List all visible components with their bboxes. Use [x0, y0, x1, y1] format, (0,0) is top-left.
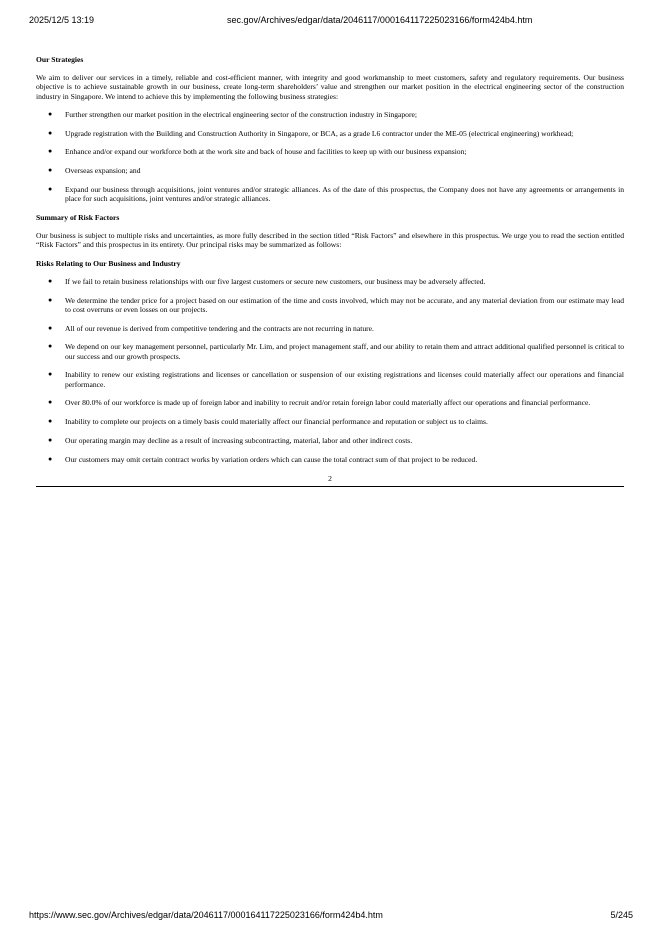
page-bottom-rule — [36, 486, 624, 487]
print-url: https://www.sec.gov/Archives/edgar/data/2046117/000164117225023166/form424b4.htm — [29, 910, 383, 920]
print-footer — [29, 910, 633, 924]
list-item-text: Upgrade registration with the Building and Construction Authority in Singapore, or BCA, as a grade L6 contractor under the ME-05 (electrical engineering) workhead; — [65, 128, 574, 138]
bullet-icon: ● — [48, 417, 53, 426]
list-item — [36, 324, 624, 333]
document-content — [36, 55, 624, 487]
list-item — [36, 455, 624, 464]
list-item — [36, 110, 624, 119]
list-item-text: Inability to renew our existing registrations and licenses or cancellation or suspension of our existing registrations and licenses could materially affect our operations and financial performance. — [65, 370, 624, 389]
list-item-text: Expand our business through acquisitions, joint ventures and/or strategic alliances. As of the date of this prospectus, the Company does not have any agreements or arrangements in place for such acquisitions, joint ventures and/or strategic alliances. — [65, 185, 624, 204]
list-item — [36, 436, 624, 445]
list-item — [36, 296, 624, 314]
list-item-text: Our customers may omit certain contract works by variation orders which can cause the total contract sum of that project to be reduced. — [65, 454, 478, 464]
strategies-list — [36, 110, 624, 204]
bullet-icon: ● — [48, 166, 53, 175]
print-page-count: 5/245 — [610, 910, 633, 920]
list-item-text: Further strengthen our market position in the electrical engineering sector of the construction industry in Singapore; — [65, 109, 417, 119]
page-number: 2 — [328, 473, 332, 483]
bullet-icon: ● — [48, 398, 53, 407]
bullet-icon: ● — [48, 147, 53, 156]
print-title: sec.gov/Archives/edgar/data/2046117/000164117225023166/form424b4.htm — [227, 15, 533, 25]
strategies-heading: Our Strategies — [36, 55, 84, 64]
bullet-icon: ● — [48, 128, 53, 137]
list-item-text: Enhance and/or expand our workforce both at the work site and back of house and facilities to keep up with our business expansion; — [65, 147, 467, 157]
list-item — [36, 185, 624, 203]
list-item — [36, 166, 624, 175]
risk-summary-intro: Our business is subject to multiple risks and uncertainties, as more fully described in the section titled “Risk Factors” and elsewhere in this prospectus. We urge you to read the section entitled “Risk Factors” and this prospectus in its entirety. Our principal risks may be summarized as follows: — [36, 231, 624, 250]
list-item-text: Overseas expansion; and — [65, 166, 141, 176]
list-item-text: We determine the tender price for a project based on our estimation of the time and costs involved, which may not be accurate, and any material deviation from our estimate may lead to cost overruns or even losses on our projects. — [65, 295, 624, 314]
list-item-text: We depend on our key management personnel, particularly Mr. Lim, and project management staff, and our ability to retain them and attract additional qualified personnel is critical to our success and our growth prospects. — [65, 342, 624, 361]
bullet-icon: ● — [48, 454, 53, 463]
list-item-text: Over 80.0% of our workforce is made up of foreign labor and inability to recruit and/or retain foreign labor could materially affect our operations and financial performance. — [65, 398, 591, 408]
print-header — [29, 15, 633, 29]
bullet-icon: ● — [48, 323, 53, 332]
business-risks-list — [36, 277, 624, 464]
list-item-text: Our operating margin may decline as a result of increasing subcontracting, material, labor and other indirect costs. — [65, 436, 413, 445]
print-timestamp: 2025/12/5 13:19 — [29, 15, 95, 25]
bullet-icon: ● — [48, 342, 53, 351]
list-item — [36, 342, 624, 360]
list-item — [36, 147, 624, 156]
list-item — [36, 398, 624, 407]
list-item-text: All of our revenue is derived from competitive tendering and the contracts are not recurring in nature. — [65, 323, 374, 333]
list-item-text: Inability to complete our projects on a timely basis could materially affect our financial performance and reputation or subject us to claims. — [65, 417, 488, 427]
risk-summary-heading: Summary of Risk Factors — [36, 213, 120, 222]
bullet-icon: ● — [48, 370, 53, 379]
list-item — [36, 129, 624, 138]
list-item — [36, 277, 624, 286]
strategies-intro: We aim to deliver our services in a timely, reliable and cost-efficient manner, with integrity and good workmanship to meet customers, safety and regulatory requirements. Our business objective is to achieve sustainable growth in our business, create long-term shareholders’ value and strengthen our market position in the electrical engineering sector of the construction industry in Singapore. We intend to achieve this by implementing the following business strategies: — [36, 73, 624, 101]
bullet-icon: ● — [48, 436, 53, 444]
bullet-icon: ● — [48, 295, 53, 304]
bullet-icon: ● — [48, 276, 53, 285]
business-risks-heading: Risks Relating to Our Business and Industry — [36, 258, 181, 268]
list-item-text: If we fail to retain business relationships with our five largest customers or secure new customers, our business may be adversely affected. — [65, 276, 486, 286]
list-item — [36, 370, 624, 388]
bullet-icon: ● — [48, 185, 53, 193]
list-item — [36, 417, 624, 426]
bullet-icon: ● — [48, 109, 53, 118]
